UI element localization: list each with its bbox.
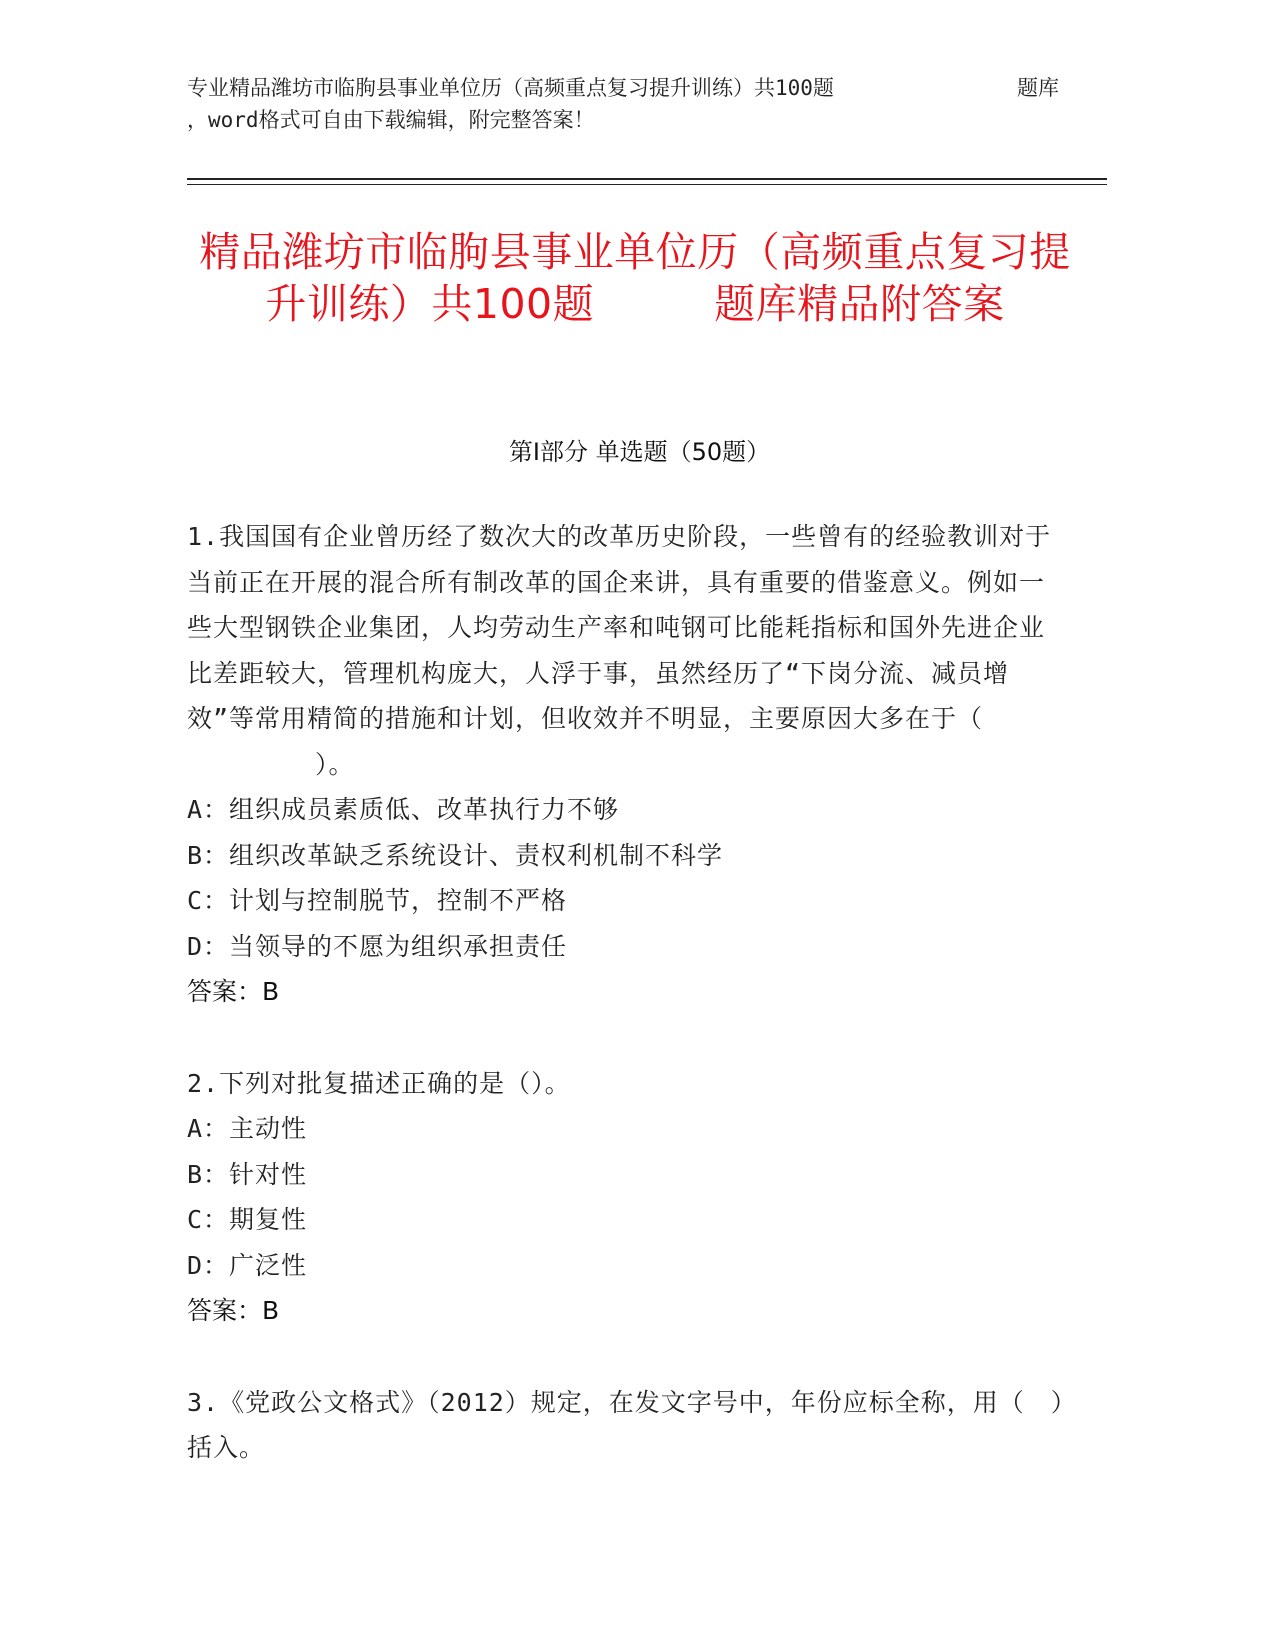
question-1 <box>187 514 1067 1015</box>
question-gap <box>187 1015 1067 1061</box>
header-line-1 <box>187 72 1092 104</box>
answer-line: 答案：B <box>187 977 280 1006</box>
question-stem-text: 1.我国国有企业曾历经了数次大的改革历史阶段，一些曾有的经验教训对于当前正在开展的混合所有制改革的国企来讲，具有重要的借鉴意义。例如一些大型钢铁企业集团，人均劳动生产率和吨钢可比能耗指标和国外先进企业比差距较大，管理机构庞大，人浮于事，虽然经历了“下岗分流、减员增效”等常用精简的措施和计划，但收效并不明显，主要原因大多在于（ <box>187 522 1052 733</box>
question-stem: 2.下列对批复描述正确的是（）。 <box>187 1068 571 1098</box>
question-stem: 3.《党政公文格式》（2012）规定，在发文字号中，年份应标全称，用（ ）括入。 <box>187 1387 1065 1462</box>
option-b: B：组织改革缺乏系统设计、责权利机制不科学 <box>187 840 724 870</box>
document-title <box>190 226 1080 330</box>
option-a: A：主动性 <box>187 1114 308 1143</box>
option-d: D：当领导的不愿为组织承担责任 <box>187 931 568 961</box>
question-gap <box>187 1334 1067 1380</box>
title-part-2: 题库精品附答案 <box>714 280 1005 328</box>
question-3 <box>187 1380 1067 1471</box>
option-a: A：组织成员素质低、改革执行力不够 <box>187 795 620 824</box>
page-header <box>187 72 1092 136</box>
answer-line: 答案：B <box>187 1296 280 1325</box>
header-divider-thin <box>187 184 1107 185</box>
title-part-1: 精品潍坊市临朐县事业单位历（高频重点复习提升训练）共100题 <box>199 228 1071 328</box>
question-2 <box>187 1061 1067 1334</box>
question-stem <box>187 514 1067 787</box>
question-list <box>187 514 1067 1471</box>
header-title-suffix: 题库 <box>1017 76 1059 100</box>
header-title: 专业精品潍坊市临朐县事业单位历（高频重点复习提升训练）共100题 <box>187 76 834 100</box>
header-divider-thick <box>187 178 1107 180</box>
option-c: C：计划与控制脱节，控制不严格 <box>187 886 568 915</box>
option-d: D：广泛性 <box>187 1250 308 1280</box>
option-c: C：期复性 <box>187 1205 308 1234</box>
section-heading: 第Ⅰ部分 单选题（50题） <box>508 438 771 466</box>
header-line-2: ，word格式可自由下载编辑，附完整答案！ <box>187 108 595 132</box>
question-stem-end: ）。 <box>315 749 355 779</box>
option-b: B：针对性 <box>187 1159 308 1189</box>
